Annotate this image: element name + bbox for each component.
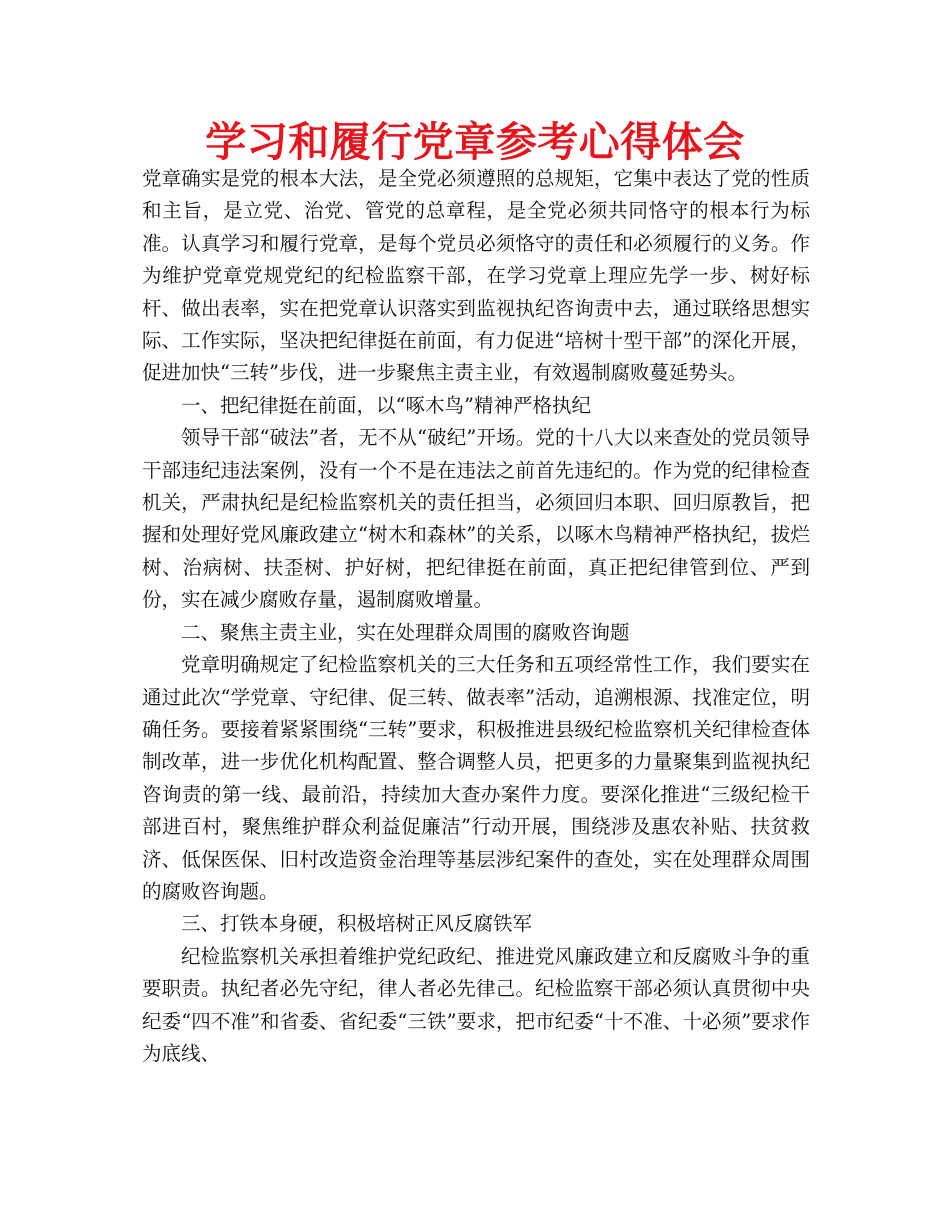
paragraph-intro: 党章确实是党的根本大法，是全党必须遵照的总规矩，它集中表达了党的性质和主旨，是立党、治党、管党的总章程，是全党必须共同恪守的根本行为标准。认真学习和履行党章，是每个党员必须恪守的责任和必须履行的义务。作为维护党章党规党纪的纪检监察干部，在学习党章上理应先学一步、树好标杆、做出表率，实在把党章认识落实到监视执纪咨询责中去，通过联络思想实际、工作实际，坚决把纪律挺在前面，有力促进“培树十型干部”的深化开展，促进加快“三转”步伐，进一步聚焦主责主业，有效遏制腐败蔓延势头。 — [142, 167, 810, 385]
section-heading-2: 二、聚焦主责主业，实在处理群众周围的腐败咨询题 — [181, 620, 630, 644]
paragraph-section-2: 党章明确规定了纪检监察机关的三大任务和五项经常性工作，我们要实在通过此次“学党章、守纪律、促三转、做表率”活动，追溯根源、找准定位，明确任务。要接着紧紧围绕“三转”要求，积极推进县级纪检监察机关纪律检查体制改革，进一步优化机构配置、整合调整人员，把更多的力量聚集到监视执纪咨询责的第一线、最前沿，持续加大查办案件力度。要深化推进“三级纪检干部进百村，聚焦维护群众利益促廉洁”行动开展，围绕涉及惠农补贴、扶贫救济、低保医保、旧村改造资金治理等基层涉纪案件的查处，实在处理群众周围的腐败咨询题。 — [142, 653, 810, 903]
paragraph-section-1: 领导干部“破法”者，无不从“破纪”开场。党的十八大以来查处的党员领导干部违纪违法案例，没有一个不是在违法之前首先违纪的。作为党的纪律检查机关，严肃执纪是纪检监察机关的责任担当，必须回归本职、回归原教旨，把握和处理好党风廉政建立“树木和森林”的关系，以啄木鸟精神严格执纪，拔烂树、治病树、扶歪树、护好树，把纪律挺在前面，真正把纪律管到位、严到份，实在减少腐败存量，遏制腐败增量。 — [142, 426, 810, 612]
section-heading-1: 一、把纪律挺在前面，以“啄木鸟”精神严格执纪 — [181, 393, 591, 417]
document-title: 学习和履行党章参考心得体会 — [205, 118, 745, 166]
section-heading-3: 三、打铁本身硬，积极培树正风反腐铁军 — [181, 912, 533, 936]
paragraph-section-3: 纪检监察机关承担着维护党纪政纪、推进党风廉政建立和反腐败斗争的重要职责。执纪者必先守纪，律人者必先律己。纪检监察干部必须认真贯彻中央纪委“四不准”和省委、省纪委“三铁”要求，把市纪委“十不准、十必须”要求作为底线、 — [142, 944, 810, 1065]
document-body — [142, 163, 810, 1070]
